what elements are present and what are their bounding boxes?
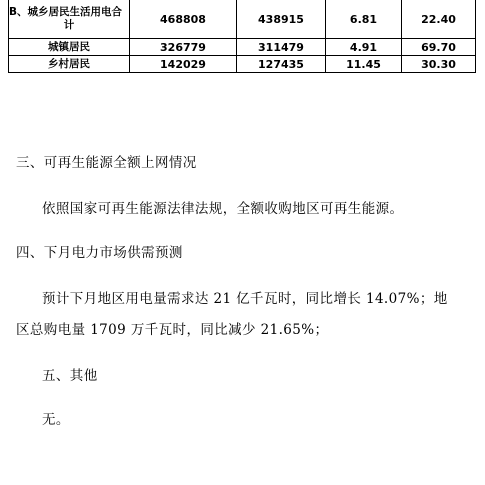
table-row <box>9 0 476 39</box>
section-4-body-line2: 区总购电量 1709 万千瓦时，同比减少 21.65%； <box>16 322 329 338</box>
table-cell: 127435 <box>237 56 326 73</box>
row-label: 城镇居民 <box>9 39 130 56</box>
row-label: 乡村居民 <box>9 56 130 73</box>
table-cell: 30.30 <box>402 56 476 73</box>
table-cell: 11.45 <box>326 56 402 73</box>
table-row <box>9 56 476 73</box>
section-3-body: 依照国家可再生能源法律法规，全额收购地区可再生能源。 <box>42 201 404 217</box>
table-cell: 22.40 <box>402 0 476 39</box>
section-5-body: 无。 <box>42 412 70 428</box>
table-cell: 142029 <box>130 56 237 73</box>
row-label <box>9 0 130 39</box>
table-cell: 6.81 <box>326 0 402 39</box>
section-3-heading: 三、可再生能源全额上网情况 <box>16 155 197 171</box>
table-row <box>9 39 476 56</box>
table-cell: 468808 <box>130 0 237 39</box>
electricity-table <box>8 0 476 73</box>
table-cell: 311479 <box>237 39 326 56</box>
row-label-line2: 计 <box>63 19 75 31</box>
table-cell: 69.70 <box>402 39 476 56</box>
table-cell: 438915 <box>237 0 326 39</box>
section-4-body-line1: 预计下月地区用电量需求达 21 亿千瓦时，同比增长 14.07%；地 <box>42 291 448 307</box>
section-5-heading: 五、其他 <box>42 368 98 384</box>
table-cell: 326779 <box>130 39 237 56</box>
section-4-heading: 四、下月电力市场供需预测 <box>16 245 183 261</box>
row-label-line1: B、城乡居民生活用电合 <box>9 6 123 18</box>
table-cell: 4.91 <box>326 39 402 56</box>
